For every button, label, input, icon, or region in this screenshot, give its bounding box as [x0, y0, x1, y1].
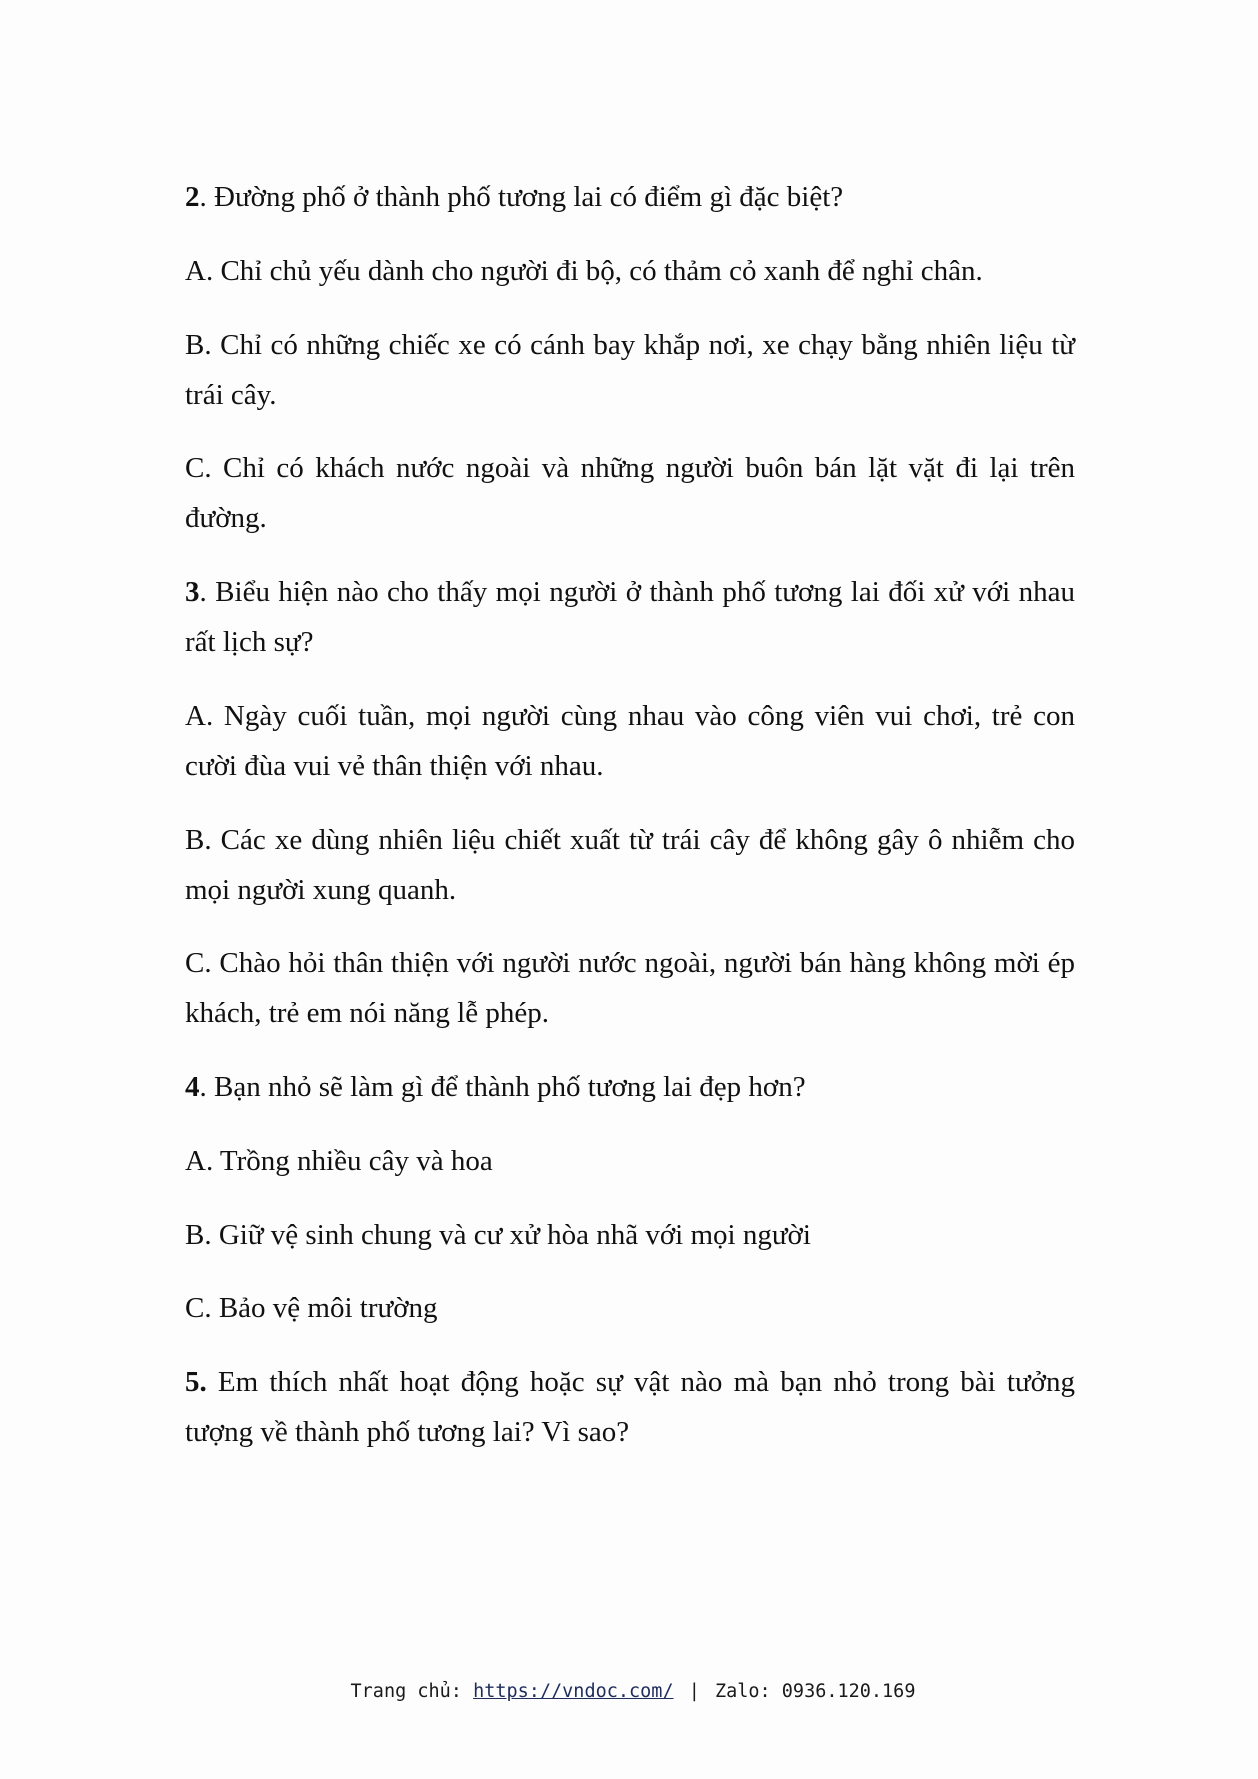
question-3-option-c	[185, 938, 1075, 1038]
option-label: C.	[185, 452, 212, 485]
question-5	[185, 1357, 1075, 1457]
option-text: Bảo vệ môi trường	[211, 1292, 438, 1325]
question-3-option-b	[185, 815, 1075, 915]
question-number: 5.	[185, 1366, 207, 1398]
option-text: Trồng nhiều cây và hoa	[213, 1144, 493, 1177]
option-label: B.	[185, 1218, 212, 1251]
option-label: A.	[185, 699, 214, 732]
question-4	[185, 1062, 1075, 1112]
option-label: A.	[185, 254, 214, 287]
question-text: Bạn nhỏ sẽ làm gì để thành phố tương lai đẹp hơn?	[206, 1071, 806, 1103]
question-number: 2	[185, 181, 200, 213]
footer-home-link[interactable]: https://vndoc.com/	[473, 1681, 674, 1702]
option-label: C.	[185, 947, 212, 980]
question-number-suffix: .	[199, 181, 207, 213]
option-label: C.	[185, 1292, 212, 1325]
document-body	[185, 172, 1075, 1481]
question-2-option-a	[185, 246, 1075, 296]
question-4-option-c	[185, 1283, 1075, 1333]
footer-zalo-label: Zalo:	[714, 1681, 782, 1702]
option-text: Giữ vệ sinh chung và cư xử hòa nhã với mọi người	[211, 1218, 811, 1251]
question-text: Em thích nhất hoạt động hoặc sự vật nào mà bạn nhỏ trong bài tưởng tượng về thành phố tương lai? Vì sao?	[185, 1366, 1075, 1448]
footer-home-label: Trang chủ:	[350, 1681, 474, 1702]
option-text: Chỉ có khách nước ngoài và những người buôn bán lặt vặt đi lại trên đường.	[185, 452, 1075, 535]
option-text: Các xe dùng nhiên liệu chiết xuất từ trái cây để không gây ô nhiễm cho mọi người xung quanh.	[185, 823, 1075, 906]
footer-separator	[674, 1681, 715, 1702]
question-4-option-b	[185, 1210, 1075, 1260]
footer-zalo-number: 0936.120.169	[781, 1681, 916, 1702]
question-3	[185, 567, 1075, 667]
question-2	[185, 172, 1075, 222]
question-2-option-b	[185, 320, 1075, 420]
option-text: Chỉ có những chiếc xe có cánh bay khắp nơi, xe chạy bằng nhiên liệu từ trái cây.	[185, 328, 1075, 411]
question-text: Biểu hiện nào cho thấy mọi người ở thành phố tương lai đối xử với nhau rất lịch sự?	[185, 576, 1075, 658]
question-3-option-a	[185, 691, 1075, 791]
option-text: Chào hỏi thân thiện với người nước ngoài, người bán hàng không mời ép khách, trẻ em nói năng lễ phép.	[185, 947, 1075, 1030]
question-number-suffix: .	[199, 576, 207, 608]
question-number: 3	[185, 576, 200, 608]
option-text: Ngày cuối tuần, mọi người cùng nhau vào công viên vui chơi, trẻ con cười đùa vui vẻ thân thiện với nhau.	[185, 699, 1075, 782]
question-4-option-a	[185, 1136, 1075, 1186]
footer-separator-glyph: |	[688, 1681, 700, 1702]
page-footer	[0, 1678, 1258, 1706]
question-2-option-c	[185, 443, 1075, 543]
option-label: A.	[185, 1144, 214, 1177]
option-text: Chỉ chủ yếu dành cho người đi bộ, có thảm cỏ xanh để nghỉ chân.	[213, 254, 983, 287]
option-label: B.	[185, 823, 212, 856]
option-label: B.	[185, 328, 212, 361]
question-number-suffix: .	[199, 1071, 207, 1103]
question-text: Đường phố ở thành phố tương lai có điểm gì đặc biệt?	[206, 181, 844, 213]
question-number: 4	[185, 1071, 200, 1103]
